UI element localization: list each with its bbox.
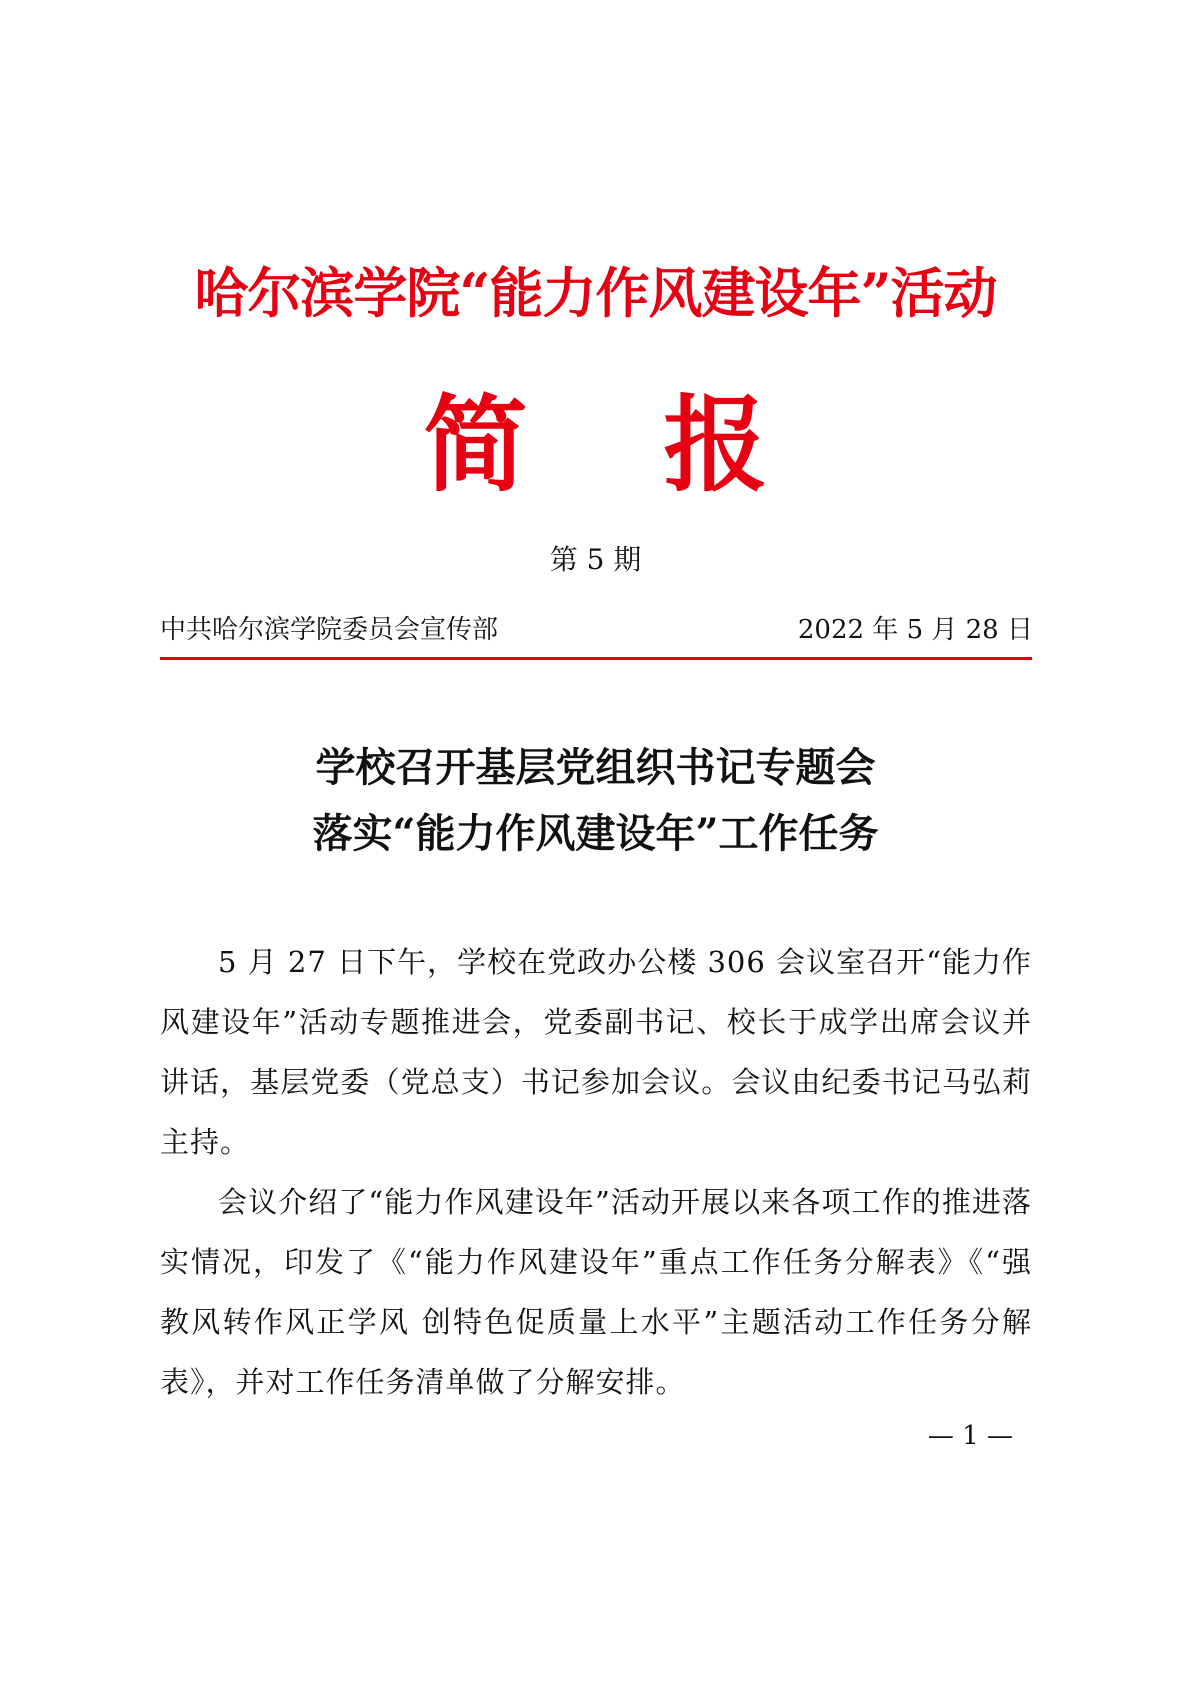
article-title-line-2: 落实“能力作风建设年”工作任务 [312,810,879,857]
masthead-subtitle-char-2: 报 [663,383,768,506]
masthead-subtitle [0,385,1191,505]
page-number: — 1 — [927,1421,1013,1451]
body-paragraph-2: 会议介绍了“能力作风建设年”活动开展以来各项工作的推进落实情况，印发了《“能力作风建设年”重点工作任务分解表》《“强教风转作风正学风 创特色促质量上水平”主题活动工作任务分解表》，并对工作任务清单做了分解安排。 [160,1185,1032,1399]
body-paragraph-1: 5 月 27 日下午，学校在党政办公楼 306 会议室召开“能力作风建设年”活动专题推进会，党委副书记、校长于成学出席会议并讲话，基层党委（党总支）书记参加会议。会议由纪委书记马弘莉主持。 [160,945,1032,1159]
masthead-title: 哈尔滨学院“能力作风建设年”活动 [194,261,997,325]
issuing-department: 中共哈尔滨学院委员会宣传部 [160,615,499,645]
issue-date: 2022 年 5 月 28 日 [797,615,1033,645]
red-divider-rule [160,657,1032,660]
article-title [0,735,1191,867]
issue-number: 第 5 期 [549,543,642,576]
article-title-line-1: 学校召开基层党组织书记专题会 [315,744,876,791]
masthead-subtitle-char-1: 简 [423,383,528,506]
article-body [160,932,1032,1412]
